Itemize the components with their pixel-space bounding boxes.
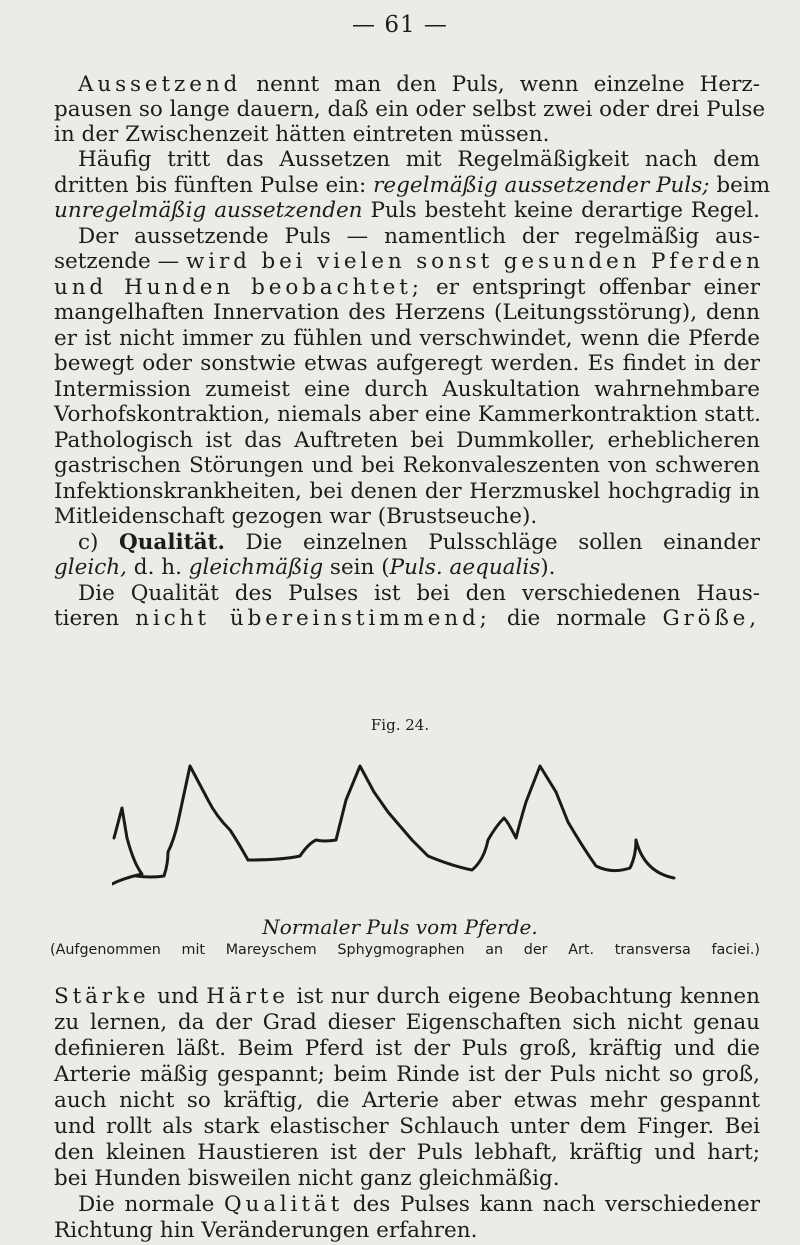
text-line: in der Zwischenzeit hätten eintreten müssen. — [54, 122, 550, 147]
text-line — [54, 275, 760, 301]
emphasis-groesse: Größe, — [662, 606, 760, 631]
emphasis-qualitaet: Qualität — [224, 1192, 344, 1217]
text-span: d. h. — [126, 555, 189, 580]
text-line: Häufig tritt das Aussetzen mit Regelmäßigkeit nach dem — [78, 147, 760, 172]
text-span: sein ( — [323, 555, 390, 580]
term-regelmaessig: regelmäßig aussetzender Puls; — [373, 173, 710, 198]
text-line: Die Qualität des Pulses ist bei den verschiedenen Haus- — [78, 581, 760, 606]
text-line: pausen so lange dauern, daß ein oder selbst zwei oder drei Pulse — [54, 97, 766, 122]
text-span: des Pulses kann nach verschiedener — [343, 1192, 760, 1217]
text-span: ist nur durch eigene Beobachtung kennen — [288, 984, 760, 1009]
page-number: — 61 — — [352, 12, 448, 38]
text-span: ). — [540, 555, 556, 580]
text-span: tieren — [54, 606, 136, 631]
figure-note: (Aufgenommen mit Mareyschem Sphygmographen an der Art. transversa faciei.) — [50, 942, 760, 958]
text-line: Pathologisch ist das Auftreten bei Dummkoller, erheblicheren — [54, 428, 760, 453]
term-puls-aequalis: Puls. aequalis — [389, 555, 541, 580]
text-line: bei Hunden bisweilen nicht ganz gleichmäßig. — [54, 1166, 560, 1191]
text-line: zu lernen, da der Grad dieser Eigenschaften sich nicht genau — [54, 1010, 760, 1035]
text-span: nennt man den Puls, wenn einzelne Herz- — [241, 72, 760, 97]
heading-qualitaet: Qualität. — [119, 530, 225, 555]
text-span: beim — [709, 173, 771, 198]
text-span: und — [149, 984, 207, 1009]
text-line: Der aussetzende Puls — namentlich der regelmäßig aus- — [78, 224, 760, 249]
text-line — [54, 984, 760, 1010]
term-gleich: gleich, — [54, 555, 127, 580]
text-span: Die normale — [78, 1192, 225, 1217]
text-line: Richtung hin Veränderungen erfahren. — [54, 1218, 478, 1243]
text-line — [54, 606, 760, 632]
text-line: Infektionskrankheiten, bei denen der Herzmuskel hochgradig in — [54, 479, 760, 504]
text-line: Mitleidenschaft gezogen war (Brustseuche). — [54, 504, 538, 529]
text-span: er entspringt offenbar einer — [422, 275, 760, 300]
text-span: Die einzelnen Pulsschläge sollen einander — [224, 530, 761, 555]
figure-title: Normaler Puls vom Pferde. — [262, 915, 538, 939]
text-span: Puls besteht keine derartige Regel. — [362, 198, 760, 223]
text-span: setzende — — [54, 249, 186, 274]
emphasis-aussetzend: Aussetzend — [78, 72, 242, 97]
text-line: bewegt oder sonstwie etwas aufgeregt werden. Es findet in der — [54, 351, 760, 376]
text-line — [54, 173, 771, 199]
text-line: definieren läßt. Beim Pferd ist der Puls groß, kräftig und die — [54, 1036, 760, 1061]
text-line: und rollt als stark elastischer Schlauch unter dem Finger. Bei — [54, 1114, 760, 1139]
text-span: dritten bis fünften Pulse ein: — [54, 173, 374, 198]
text-line: gastrischen Störungen und bei Rekonvaleszenten von schweren — [54, 453, 760, 478]
emphasis-nicht-uebereinstimmend: nicht übereinstimmend; — [135, 606, 491, 631]
text-line: Vorhofskontraktion, niemals aber eine Kammerkontraktion statt. — [54, 402, 761, 427]
text-line: den kleinen Haustieren ist der Puls lebhaft, kräftig und hart; — [54, 1140, 760, 1165]
emphasis-staerke: Stärke — [54, 984, 150, 1009]
text-line — [78, 530, 760, 556]
figure-label: Fig. 24. — [370, 716, 430, 734]
emphasis-hunden: und Hunden beobachtet; — [54, 275, 423, 300]
term-gleichmaessig: gleichmäßig — [188, 555, 324, 580]
text-line: Arterie mäßig gespannt; beim Rinde ist der Puls nicht so groß, — [54, 1062, 760, 1087]
text-line — [54, 249, 764, 275]
text-line — [54, 555, 760, 581]
term-unregelmaessig: unregelmäßig aussetzenden — [54, 198, 363, 223]
text-span: c) — [78, 530, 120, 555]
text-span: die normale — [490, 606, 663, 631]
text-line — [78, 72, 760, 98]
text-line: Intermission zumeist eine durch Auskultation wahrnehmbare — [54, 377, 760, 402]
text-line: er ist nicht immer zu fühlen und verschwindet, wenn die Pferde — [54, 326, 760, 351]
emphasis-pferden: wird bei vielen sonst gesunden Pferden — [185, 249, 764, 274]
emphasis-haerte: Härte — [206, 984, 289, 1009]
text-line — [54, 198, 760, 224]
text-line: mangelhaften Innervation des Herzens (Leitungsstörung), denn — [54, 300, 760, 325]
text-line: auch nicht so kräftig, die Arterie aber etwas mehr gespannt — [54, 1088, 760, 1113]
pulse-curve-figure — [112, 756, 676, 922]
pulse-curve — [112, 766, 674, 884]
text-line — [78, 1192, 760, 1218]
